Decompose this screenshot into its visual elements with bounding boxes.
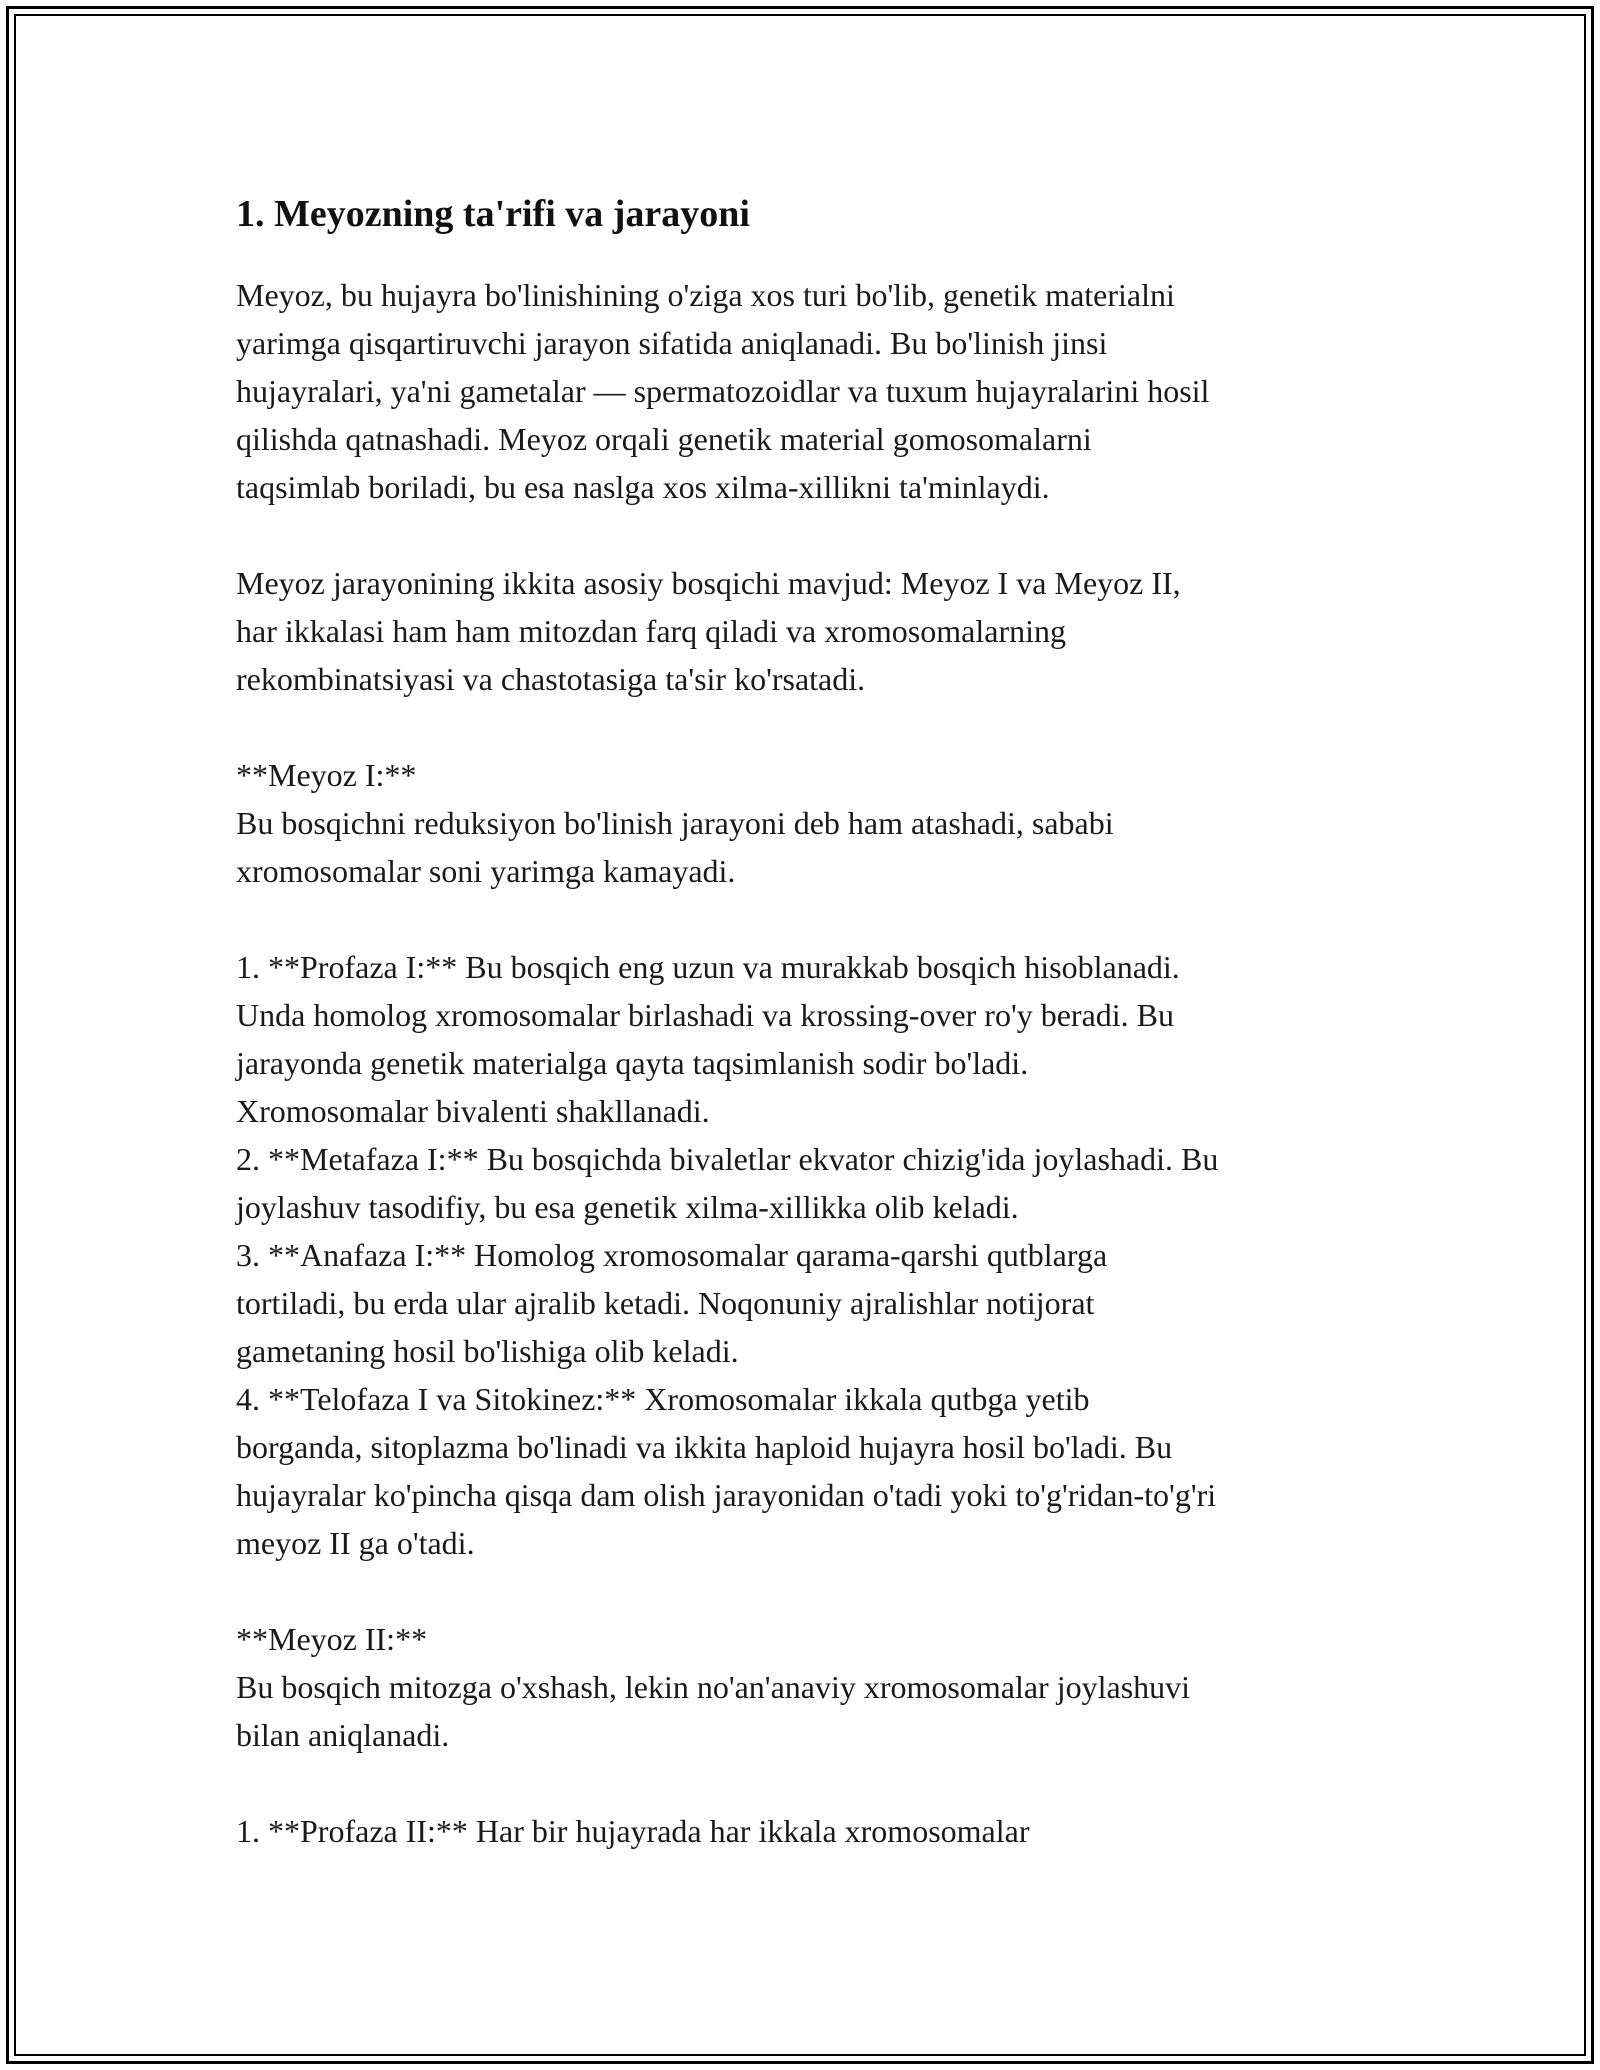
text-line: Meyoz, bu hujayra bo'linishining o'ziga xos turi bo'lib, genetik materialni <box>236 277 1175 313</box>
text-line: yarimga qisqartiruvchi jarayon sifatida aniqlanadi. Bu bo'linish jinsi <box>236 325 1108 361</box>
paragraph-meyoz-2 <box>236 1615 1376 1759</box>
list-item-metafaza-1: 2. **Metafaza I:** Bu bosqichda bivaletlar ekvator chizig'ida joylashadi. Bu <box>236 1141 1219 1177</box>
list-item-anafaza-1: 3. **Anafaza I:** Homolog xromosomalar qarama-qarshi qutblarga <box>236 1237 1108 1273</box>
paragraph-meyoz-1-phases <box>236 943 1376 1567</box>
text-line: Xromosomalar bivalenti shakllanadi. <box>236 1093 710 1129</box>
paragraph-meyoz-2-phases <box>236 1807 1376 1855</box>
paragraph-gap <box>236 703 1376 751</box>
text-line: xromosomalar soni yarimga kamayadi. <box>236 853 736 889</box>
subheading-meyoz-1: **Meyoz I:** <box>236 757 417 793</box>
text-line: borganda, sitoplazma bo'linadi va ikkita haploid hujayra hosil bo'ladi. Bu <box>236 1429 1173 1465</box>
text-line: Bu bosqich mitozga o'xshash, lekin no'an'anaviy xromosomalar joylashuvi <box>236 1669 1191 1705</box>
text-line: qilishda qatnashadi. Meyoz orqali genetik material gomosomalarni <box>236 421 1092 457</box>
text-line: har ikkalasi ham ham mitozdan farq qiladi va xromosomalarning <box>236 613 1066 649</box>
list-item-profaza-2: 1. **Profaza II:** Har bir hujayrada har ikkala xromosomalar <box>236 1813 1030 1849</box>
text-line: hujayralar ko'pincha qisqa dam olish jarayonidan o'tadi yoki to'g'ridan-to'g'ri <box>236 1477 1217 1513</box>
text-line: bilan aniqlanadi. <box>236 1717 450 1753</box>
text-line: Unda homolog xromosomalar birlashadi va krossing-over ro'y beradi. Bu <box>236 997 1175 1033</box>
paragraph-intro <box>236 271 1376 511</box>
paragraph-gap <box>236 895 1376 943</box>
list-item-profaza-1: 1. **Profaza I:** Bu bosqich eng uzun va murakkab bosqich hisoblanadi. <box>236 949 1180 985</box>
text-line: Meyoz jarayonining ikkita asosiy bosqichi mavjud: Meyoz I va Meyoz II, <box>236 565 1181 601</box>
paragraph-stages <box>236 559 1376 703</box>
paragraph-gap <box>236 1759 1376 1807</box>
subheading-meyoz-2: **Meyoz II:** <box>236 1621 428 1657</box>
list-item-telofaza-1: 4. **Telofaza I va Sitokinez:** Xromosomalar ikkala qutbga yetib <box>236 1381 1090 1417</box>
text-line: jarayonda genetik materialga qayta taqsimlanish sodir bo'ladi. <box>236 1045 1029 1081</box>
paragraph-gap <box>236 511 1376 559</box>
text-line: rekombinatsiyasi va chastotasiga ta'sir ko'rsatadi. <box>236 661 866 697</box>
paragraph-gap <box>236 1567 1376 1615</box>
text-line: gametaning hosil bo'lishiga olib keladi. <box>236 1333 739 1369</box>
text-line: Bu bosqichni reduksiyon bo'linish jarayoni deb ham atashadi, sababi <box>236 805 1114 841</box>
text-line: joylashuv tasodifiy, bu esa genetik xilma-xillikka olib keladi. <box>236 1189 1019 1225</box>
text-line: taqsimlab boriladi, bu esa naslga xos xilma-xillikni ta'minlaydi. <box>236 469 1050 505</box>
text-line: meyoz II ga o'tadi. <box>236 1525 475 1561</box>
section-heading: 1. Meyozning ta'rifi va jarayoni <box>236 193 750 235</box>
paragraph-meyoz-1 <box>236 751 1376 895</box>
text-line: hujayralari, ya'ni gametalar — spermatozoidlar va tuxum hujayralarini hosil <box>236 373 1210 409</box>
document-body <box>236 185 1376 1855</box>
text-line: tortiladi, bu erda ular ajralib ketadi. Noqonuniy ajralishlar notijorat <box>236 1285 1095 1321</box>
